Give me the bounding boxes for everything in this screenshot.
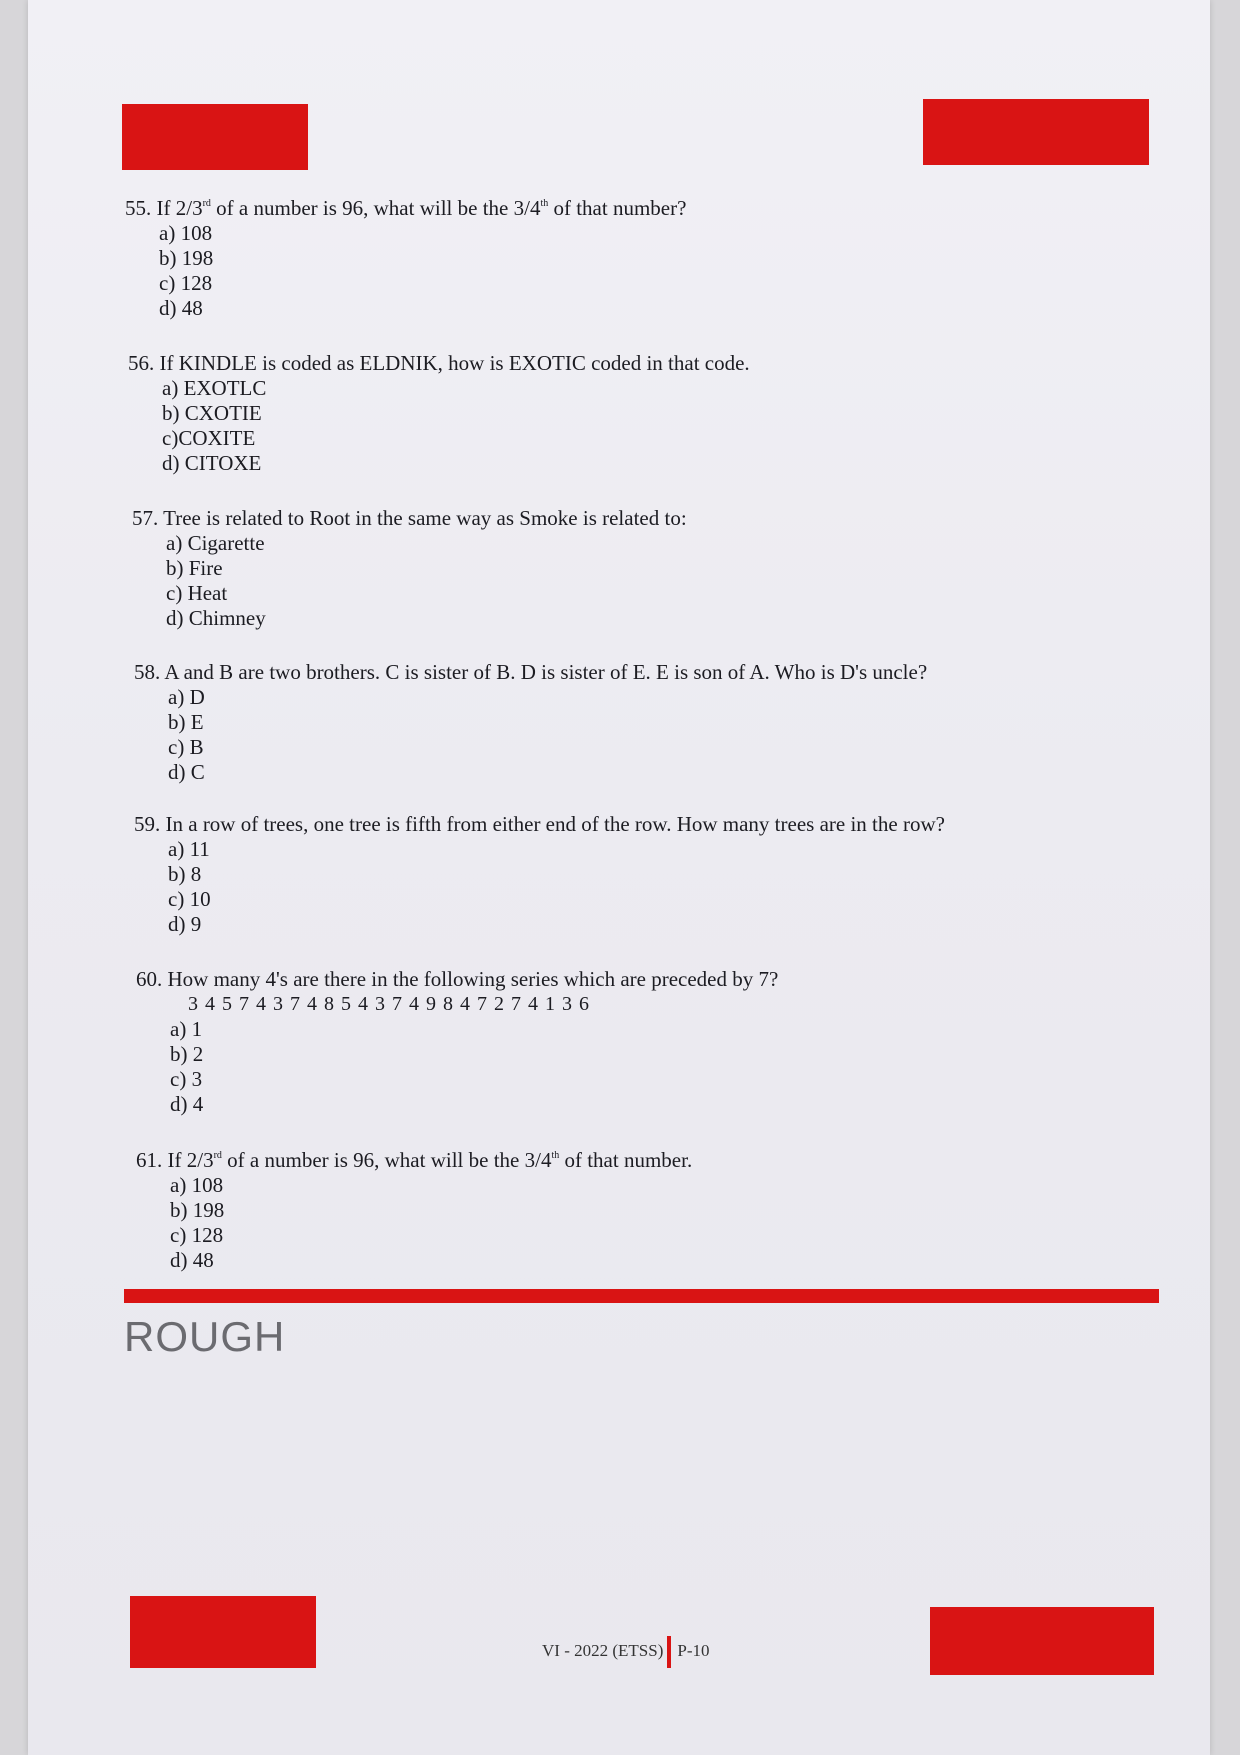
option-c: c) Heat <box>166 581 228 605</box>
option-a: a) EXOTLC <box>162 376 267 400</box>
option-b: b) E <box>168 710 204 734</box>
rough-work-label: ROUGH <box>124 1313 286 1360</box>
option-a: a) D <box>168 685 205 709</box>
bottom-right-red-block <box>930 1607 1154 1675</box>
top-left-red-block <box>122 104 308 170</box>
number-series: 3 4 5 7 4 3 7 4 8 5 4 3 7 4 9 8 4 7 2 7 4 1 3 6 <box>188 993 590 1015</box>
question-stem: 61. If 2/3rd of a number is 96, what will be the 3/4th of that number. <box>136 1148 693 1172</box>
option-d: d) 4 <box>170 1092 204 1116</box>
option-b: b) 8 <box>168 862 202 886</box>
exam-code: VI - 2022 (ETSS) <box>542 1640 664 1660</box>
option-b: b) 198 <box>159 246 214 270</box>
option-d: d) 48 <box>159 296 203 320</box>
exam-page <box>28 0 1210 1755</box>
option-a: a) Cigarette <box>166 531 265 555</box>
option-b: b) CXOTIE <box>162 401 262 425</box>
question-60 <box>136 967 778 1117</box>
option-d: d) 9 <box>168 912 202 936</box>
options-list <box>134 837 945 937</box>
options-list <box>132 531 687 631</box>
options-list <box>128 376 750 476</box>
red-divider <box>124 1289 1159 1303</box>
option-d: d) CITOXE <box>162 451 262 475</box>
option-a: a) 1 <box>170 1017 203 1041</box>
option-b: b) 2 <box>170 1042 204 1066</box>
question-59 <box>134 812 945 937</box>
option-b: b) 198 <box>170 1198 225 1222</box>
question-stem: 55. If 2/3rd of a number is 96, what will be the 3/4th of that number? <box>125 196 687 220</box>
option-a: a) 108 <box>170 1173 224 1197</box>
question-55 <box>125 196 686 321</box>
option-c: c)COXITE <box>162 426 256 450</box>
option-c: c) 3 <box>170 1067 203 1091</box>
question-stem: 56. If KINDLE is coded as ELDNIK, how is EXOTIC coded in that code. <box>128 351 750 375</box>
option-a: a) 108 <box>159 221 213 245</box>
question-57 <box>132 506 687 631</box>
option-c: c) B <box>168 735 204 759</box>
option-c: c) 128 <box>159 271 213 295</box>
options-list <box>136 1173 692 1273</box>
options-list <box>136 1017 778 1117</box>
footer-red-separator <box>667 1636 671 1668</box>
option-c: c) 10 <box>168 887 211 911</box>
page-footer <box>542 1636 709 1668</box>
option-d: d) C <box>168 760 205 784</box>
bottom-left-red-block <box>130 1596 316 1668</box>
question-stem: 58. A and B are two brothers. C is sister of B. D is sister of E. E is son of A. Who is D's uncle? <box>134 660 928 684</box>
option-c: c) 128 <box>170 1223 224 1247</box>
page-number: P-10 <box>677 1640 710 1660</box>
question-stem: 59. In a row of trees, one tree is fifth from either end of the row. How many trees are in the row? <box>134 812 945 836</box>
question-stem: 57. Tree is related to Root in the same way as Smoke is related to: <box>132 506 687 530</box>
top-right-red-block <box>923 99 1149 165</box>
question-61 <box>136 1148 692 1273</box>
option-b: b) Fire <box>166 556 223 580</box>
options-list <box>134 685 927 785</box>
option-d: d) 48 <box>170 1248 214 1272</box>
options-list <box>125 221 686 321</box>
option-a: a) 11 <box>168 837 210 861</box>
question-56 <box>128 351 750 476</box>
question-58 <box>134 660 927 785</box>
question-stem: 60. How many 4's are there in the following series which are preceded by 7? <box>136 967 779 991</box>
option-d: d) Chimney <box>166 606 266 630</box>
